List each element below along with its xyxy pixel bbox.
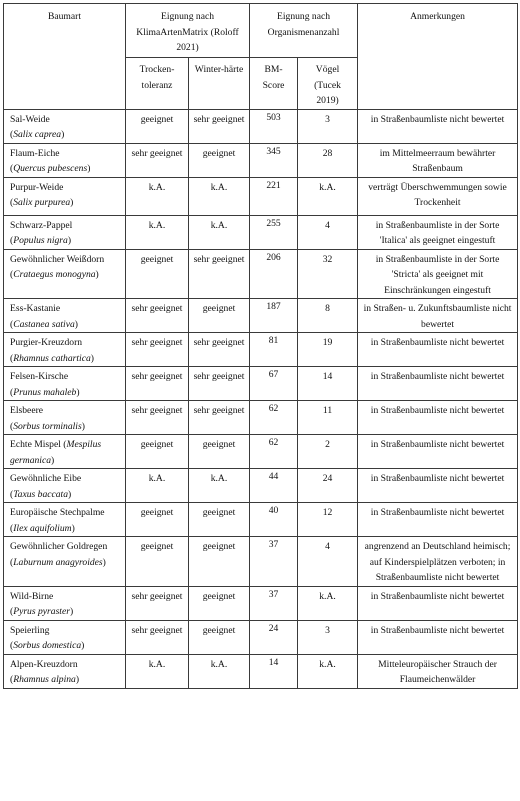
species-latin: Populus nigra [13, 235, 68, 246]
cell-bm-score: 345 [250, 143, 298, 177]
cell-anmerkungen: Mitteleuropäischer Strauch der Flaumeichenwälder [358, 654, 518, 688]
cell-baumart: Gewöhnliche Eibe (Taxus baccata) [4, 469, 126, 503]
cell-anmerkungen: in Straßen- u. Zukunftsbaumliste nicht bewertet [358, 299, 518, 333]
cell-winterhaerte: geeignet [189, 143, 250, 177]
header-winterhaerte: Winter-härte [189, 58, 250, 110]
species-name: Gewöhnlicher Goldregen [10, 541, 108, 552]
cell-bm-score: 255 [250, 215, 298, 249]
cell-bm-score: 62 [250, 435, 298, 469]
cell-anmerkungen: in Straßenbaumliste nicht bewertet [358, 435, 518, 469]
cell-trockentoleranz: sehr geeignet [126, 620, 189, 654]
table-row [4, 537, 518, 587]
cell-voegel: k.A. [298, 586, 358, 620]
cell-baumart: Echte Mispel (Mespilus germanica) [4, 435, 126, 469]
species-name: Schwarz-Pappel [10, 219, 73, 231]
header-voegel: Vögel (Tucek 2019) [298, 58, 358, 110]
cell-voegel: 32 [298, 249, 358, 299]
species-latin: Rhamnus alpina [13, 674, 76, 685]
cell-bm-score: 206 [250, 249, 298, 299]
cell-voegel: 4 [298, 215, 358, 249]
table-row [4, 109, 518, 143]
table-row [4, 249, 518, 299]
cell-baumart: Gewöhnlicher Goldregen (Laburnum anagyroides) [4, 537, 126, 587]
table-row [4, 215, 518, 249]
cell-bm-score: 67 [250, 367, 298, 401]
cell-trockentoleranz: geeignet [126, 435, 189, 469]
cell-anmerkungen: in Straßenbaumliste nicht bewertet [358, 503, 518, 537]
species-latin: Rhamnus cathartica [13, 352, 91, 364]
cell-winterhaerte: geeignet [189, 503, 250, 537]
cell-winterhaerte: k.A. [189, 215, 250, 249]
cell-voegel: 28 [298, 143, 358, 177]
header-row-1 [4, 4, 518, 58]
species-latin: Sorbus torminalis [13, 420, 82, 432]
species-name: Felsen-Kirsche [10, 371, 69, 382]
table-row [4, 177, 518, 215]
header-trockentoleranz: Trocken-toleranz [126, 58, 189, 110]
cell-anmerkungen: angrenzend an Deutschland heimisch; auf Kinderspielplätzen verboten; in Straßenbaumliste nicht bewertet [358, 537, 518, 587]
cell-trockentoleranz: geeignet [126, 537, 189, 587]
cell-voegel: 19 [298, 333, 358, 367]
species-latin: Taxus baccata [13, 488, 69, 500]
cell-voegel: 2 [298, 435, 358, 469]
species-latin: Crataegus monogyna [13, 269, 96, 280]
cell-trockentoleranz: sehr geeignet [126, 333, 189, 367]
species-name: Echte Mispel [10, 439, 61, 450]
cell-anmerkungen: in Straßenbaumliste nicht bewertet [358, 586, 518, 620]
cell-voegel: 11 [298, 401, 358, 435]
table-row [4, 367, 518, 401]
cell-baumart: Sal-Weide (Salix caprea) [4, 109, 126, 143]
species-name: Gewöhnlicher Weißdorn [10, 253, 105, 265]
species-latin: Mespilus germanica [10, 439, 102, 466]
cell-baumart: Speierling (Sorbus domestica) [4, 620, 126, 654]
cell-winterhaerte: geeignet [189, 586, 250, 620]
cell-winterhaerte: geeignet [189, 620, 250, 654]
table-body [4, 109, 518, 688]
species-latin: Prunus mahaleb [13, 386, 77, 398]
species-latin: Salix purpurea [13, 197, 71, 208]
table-row [4, 143, 518, 177]
species-latin: Pyrus pyraster [13, 606, 70, 617]
cell-bm-score: 14 [250, 654, 298, 688]
table-row [4, 469, 518, 503]
cell-bm-score: 187 [250, 299, 298, 333]
cell-trockentoleranz: sehr geeignet [126, 367, 189, 401]
cell-trockentoleranz: geeignet [126, 249, 189, 299]
species-latin: Sorbus domestica [13, 640, 82, 651]
cell-winterhaerte: sehr geeignet [189, 249, 250, 299]
table-row [4, 401, 518, 435]
species-name: Purgier-Kreuzdorn [10, 337, 83, 348]
header-anmerkungen: Anmerkungen [358, 4, 518, 110]
species-name: Europäische Stechpalme [10, 507, 105, 518]
cell-trockentoleranz: k.A. [126, 177, 189, 215]
table-row [4, 586, 518, 620]
cell-voegel: 14 [298, 367, 358, 401]
cell-winterhaerte: sehr geeignet [189, 109, 250, 143]
table-row [4, 333, 518, 367]
cell-bm-score: 40 [250, 503, 298, 537]
cell-bm-score: 37 [250, 586, 298, 620]
species-name: Ess-Kastanie [10, 303, 61, 314]
header-bm-score: BM-Score [250, 58, 298, 110]
cell-baumart: Schwarz-Pappel (Populus nigra) [4, 215, 126, 249]
cell-voegel: k.A. [298, 177, 358, 215]
species-name: Purpur-Weide [10, 181, 64, 193]
cell-bm-score: 221 [250, 177, 298, 215]
cell-winterhaerte: sehr geeignet [189, 401, 250, 435]
cell-voegel: 4 [298, 537, 358, 587]
cell-anmerkungen: in Straßenbaumliste nicht bewertet [358, 333, 518, 367]
cell-bm-score: 81 [250, 333, 298, 367]
cell-baumart: Elsbeere (Sorbus torminalis) [4, 401, 126, 435]
cell-trockentoleranz: sehr geeignet [126, 143, 189, 177]
cell-baumart: Purpur-Weide (Salix purpurea) [4, 177, 126, 215]
cell-anmerkungen: im Mittelmeerraum bewährter Straßenbaum [358, 143, 518, 177]
species-name: Alpen-Kreuzdorn [10, 658, 78, 670]
species-latin: Salix caprea [13, 129, 62, 140]
cell-winterhaerte: sehr geeignet [189, 333, 250, 367]
cell-winterhaerte: k.A. [189, 654, 250, 688]
cell-bm-score: 24 [250, 620, 298, 654]
species-latin: Laburnum anagyroides [13, 556, 103, 568]
tree-species-table [3, 3, 518, 689]
species-latin: Ilex aquifolium [13, 522, 72, 534]
cell-winterhaerte: geeignet [189, 537, 250, 587]
cell-baumart: Alpen-Kreuzdorn (Rhamnus alpina) [4, 654, 126, 688]
cell-anmerkungen: in Straßenbaumliste nicht bewertet [358, 109, 518, 143]
cell-winterhaerte: geeignet [189, 299, 250, 333]
cell-trockentoleranz: k.A. [126, 654, 189, 688]
cell-trockentoleranz: k.A. [126, 215, 189, 249]
cell-trockentoleranz: sehr geeignet [126, 401, 189, 435]
cell-trockentoleranz: sehr geeignet [126, 586, 189, 620]
cell-anmerkungen: in Straßenbaumliste nicht bewertet [358, 367, 518, 401]
cell-bm-score: 37 [250, 537, 298, 587]
cell-bm-score: 503 [250, 109, 298, 143]
header-eignung-organismen: Eignung nach Organismenanzahl [250, 4, 358, 58]
cell-voegel: 24 [298, 469, 358, 503]
species-name: Wild-Birne [10, 590, 54, 602]
cell-bm-score: 62 [250, 401, 298, 435]
header-baumart: Baumart [4, 4, 126, 110]
cell-bm-score: 44 [250, 469, 298, 503]
cell-anmerkungen: verträgt Überschwemmungen sowie Trockenheit [358, 177, 518, 215]
cell-voegel: k.A. [298, 654, 358, 688]
cell-baumart: Felsen-Kirsche (Prunus mahaleb) [4, 367, 126, 401]
cell-baumart: Ess-Kastanie (Castanea sativa) [4, 299, 126, 333]
cell-voegel: 8 [298, 299, 358, 333]
table-row [4, 435, 518, 469]
cell-voegel: 3 [298, 109, 358, 143]
cell-trockentoleranz: sehr geeignet [126, 299, 189, 333]
table-row [4, 654, 518, 688]
cell-baumart: Gewöhnlicher Weißdorn (Crataegus monogyna) [4, 249, 126, 299]
cell-anmerkungen: in Straßenbaumliste nicht bewertet [358, 469, 518, 503]
species-name: Gewöhnliche Eibe [10, 473, 82, 484]
cell-baumart: Wild-Birne (Pyrus pyraster) [4, 586, 126, 620]
cell-winterhaerte: geeignet [189, 435, 250, 469]
cell-trockentoleranz: geeignet [126, 109, 189, 143]
header-eignung-klima: Eignung nach KlimaArtenMatrix (Roloff 2021) [126, 4, 250, 58]
cell-baumart: Purgier-Kreuzdorn (Rhamnus cathartica) [4, 333, 126, 367]
cell-winterhaerte: k.A. [189, 469, 250, 503]
cell-voegel: 3 [298, 620, 358, 654]
cell-baumart: Europäische Stechpalme (Ilex aquifolium) [4, 503, 126, 537]
cell-winterhaerte: sehr geeignet [189, 367, 250, 401]
species-name: Flaum-Eiche [10, 147, 60, 159]
cell-trockentoleranz: geeignet [126, 503, 189, 537]
cell-anmerkungen: in Straßenbaumliste in der Sorte 'Italica' als geeignet eingestuft [358, 215, 518, 249]
table-row [4, 620, 518, 654]
species-latin: Quercus pubescens [13, 163, 88, 174]
cell-voegel: 12 [298, 503, 358, 537]
cell-trockentoleranz: k.A. [126, 469, 189, 503]
cell-baumart: Flaum-Eiche (Quercus pubescens) [4, 143, 126, 177]
table-row [4, 299, 518, 333]
species-name: Elsbeere [10, 405, 44, 416]
species-name: Speierling [10, 624, 50, 636]
cell-anmerkungen: in Straßenbaumliste nicht bewertet [358, 620, 518, 654]
cell-anmerkungen: in Straßenbaumliste in der Sorte 'Stricta' als geeignet mit Einschränkungen eingestuft [358, 249, 518, 299]
species-latin: Castanea sativa [13, 318, 75, 330]
cell-anmerkungen: in Straßenbaumliste nicht bewertet [358, 401, 518, 435]
cell-winterhaerte: k.A. [189, 177, 250, 215]
table-row [4, 503, 518, 537]
species-name: Sal-Weide [10, 113, 50, 125]
